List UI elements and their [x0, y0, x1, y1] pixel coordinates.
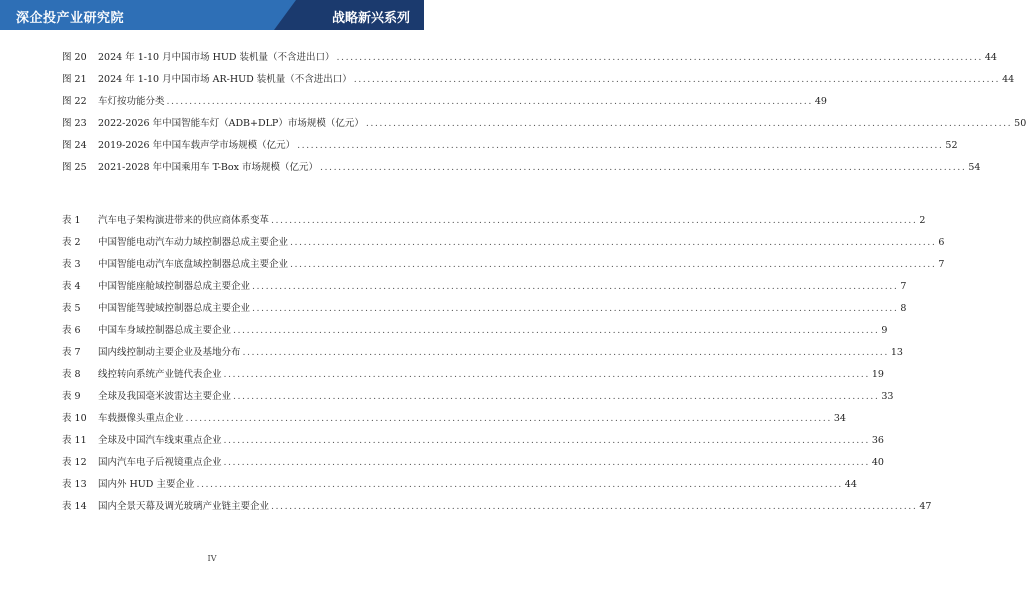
- dot-leader: [269, 210, 919, 232]
- entry-label: 表 1: [62, 215, 81, 226]
- entry-page: 34: [833, 413, 846, 424]
- entry-page: 44: [1002, 74, 1015, 85]
- figure-entry[interactable]: [62, 113, 1026, 135]
- dot-leader: [194, 474, 844, 496]
- dot-leader: [165, 91, 815, 113]
- dot-leader: [335, 47, 985, 69]
- entry-label: 图 25: [62, 162, 87, 173]
- entry-page: 7: [938, 259, 945, 270]
- dot-leader: [231, 320, 881, 342]
- entry-title: 国内全景天幕及调光玻璃产业链主要企业: [98, 501, 270, 512]
- entry-label: 表 8: [62, 369, 81, 380]
- entry-title: 中国智能座舱域控制器总成主要企业: [98, 281, 251, 292]
- entry-label: 图 20: [62, 52, 87, 63]
- table-entry[interactable]: [62, 276, 907, 298]
- page-number: IV: [207, 554, 217, 563]
- entry-title: 车载摄像头重点企业: [98, 413, 184, 424]
- entry-label: 表 9: [62, 391, 81, 402]
- entry-title: 国内线控制动主要企业及基地分布: [98, 347, 241, 358]
- table-entry[interactable]: [62, 408, 846, 430]
- table-entry[interactable]: [62, 298, 907, 320]
- entry-page: 13: [890, 347, 903, 358]
- entry-page: 9: [881, 325, 888, 336]
- entry-title: 2021-2028 年中国乘用车 T-Box 市场规模（亿元）: [98, 162, 319, 173]
- table-entry[interactable]: [62, 474, 857, 496]
- entry-label: 表 11: [62, 435, 87, 446]
- dot-leader: [231, 386, 881, 408]
- entry-title: 国内外 HUD 主要企业: [98, 479, 195, 490]
- series-name: 战略新兴系列: [331, 11, 410, 26]
- figure-list: [62, 47, 1026, 179]
- figure-entry[interactable]: [62, 157, 981, 179]
- table-entry[interactable]: [62, 210, 926, 232]
- entry-page: 52: [945, 140, 958, 151]
- entry-page: 2: [919, 215, 926, 226]
- entry-title: 车灯按功能分类: [98, 96, 165, 107]
- entry-page: 6: [938, 237, 945, 248]
- entry-title: 汽车电子架构演进带来的供应商体系变革: [98, 215, 270, 226]
- entry-page: 54: [968, 162, 981, 173]
- entry-label: 表 6: [62, 325, 81, 336]
- entry-label: 表 12: [62, 457, 87, 468]
- table-entry[interactable]: [62, 364, 884, 386]
- entry-label: 表 4: [62, 281, 81, 292]
- dot-leader: [352, 69, 1002, 91]
- table-list: [62, 210, 945, 518]
- entry-label: 图 23: [62, 118, 87, 129]
- figure-entry[interactable]: [62, 91, 827, 113]
- table-entry[interactable]: [62, 452, 884, 474]
- entry-page: 36: [871, 435, 884, 446]
- entry-title: 国内汽车电子后视镜重点企业: [98, 457, 222, 468]
- dot-leader: [288, 254, 938, 276]
- entry-title: 中国车身域控制器总成主要企业: [98, 325, 232, 336]
- entry-title: 全球及我国毫米波雷达主要企业: [98, 391, 232, 402]
- entry-title: 2024 年 1-10 月中国市场 AR-HUD 装机量（不含进出口）: [98, 74, 352, 85]
- entry-label: 表 3: [62, 259, 81, 270]
- page-header: [0, 0, 424, 30]
- dot-leader: [222, 430, 872, 452]
- entry-title: 中国智能电动汽车动力域控制器总成主要企业: [98, 237, 289, 248]
- dot-leader: [250, 276, 900, 298]
- table-entry[interactable]: [62, 254, 945, 276]
- dot-leader: [288, 232, 938, 254]
- entry-page: 44: [844, 479, 857, 490]
- entry-label: 图 21: [62, 74, 87, 85]
- table-entry[interactable]: [62, 320, 888, 342]
- dot-leader: [222, 452, 872, 474]
- table-entry[interactable]: [62, 232, 945, 254]
- entry-label: 表 2: [62, 237, 81, 248]
- entry-title: 线控转向系统产业链代表企业: [98, 369, 222, 380]
- entry-title: 2024 年 1-10 月中国市场 HUD 装机量（不含进出口）: [98, 52, 335, 63]
- dot-leader: [364, 113, 1014, 135]
- dot-leader: [250, 298, 900, 320]
- entry-title: 全球及中国汽车线束重点企业: [98, 435, 222, 446]
- entry-page: 8: [900, 303, 907, 314]
- figure-entry[interactable]: [62, 69, 1015, 91]
- entry-page: 19: [871, 369, 884, 380]
- entry-label: 图 22: [62, 96, 87, 107]
- dot-leader: [222, 364, 872, 386]
- dot-leader: [269, 496, 919, 518]
- entry-page: 47: [919, 501, 932, 512]
- brand-name: 深企投产业研究院: [16, 11, 125, 26]
- entry-label: 表 13: [62, 479, 87, 490]
- table-entry[interactable]: [62, 386, 894, 408]
- figure-entry[interactable]: [62, 47, 997, 69]
- table-entry[interactable]: [62, 430, 884, 452]
- entry-label: 表 5: [62, 303, 81, 314]
- entry-title: 2022-2026 年中国智能车灯（ADB+DLP）市场规模（亿元）: [98, 118, 364, 129]
- entry-page: 7: [900, 281, 907, 292]
- entry-label: 表 10: [62, 413, 87, 424]
- entry-title: 2019-2026 年中国车载声学市场规模（亿元）: [98, 140, 296, 151]
- entry-page: 50: [1014, 118, 1026, 129]
- dot-leader: [295, 135, 945, 157]
- entry-title: 中国智能电动汽车底盘域控制器总成主要企业: [98, 259, 289, 270]
- table-entry[interactable]: [62, 342, 903, 364]
- entry-label: 图 24: [62, 140, 87, 151]
- entry-title: 中国智能驾驶域控制器总成主要企业: [98, 303, 251, 314]
- entry-label: 表 7: [62, 347, 81, 358]
- dot-leader: [184, 408, 834, 430]
- entry-label: 表 14: [62, 501, 87, 512]
- entry-page: 33: [881, 391, 894, 402]
- entry-page: 44: [984, 52, 997, 63]
- figure-entry[interactable]: [62, 135, 958, 157]
- table-entry[interactable]: [62, 496, 932, 518]
- entry-page: 49: [814, 96, 827, 107]
- entry-page: 40: [871, 457, 884, 468]
- dot-leader: [241, 342, 891, 364]
- dot-leader: [318, 157, 968, 179]
